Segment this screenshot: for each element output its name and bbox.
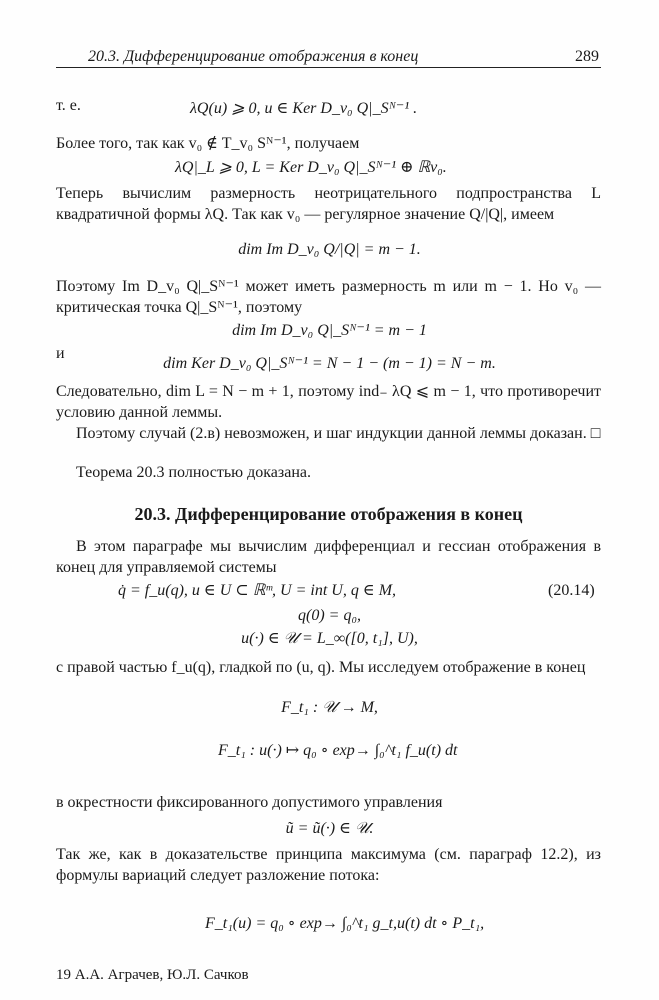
- paragraph-tak: Так же, как в доказательстве принципа максимума (см. параграф 12.2), из формулы вариаций следует разложение потока:: [56, 846, 601, 884]
- footer-signature: 19 А.А. Аграчев, Ю.Л. Сачков: [56, 967, 249, 983]
- header-rule: [56, 67, 601, 68]
- formula-3: dim Im D_v₀ Q/|Q| = m − 1.: [238, 241, 421, 258]
- equation-number: (20.14): [548, 582, 595, 599]
- paragraph-teper: Теперь вычислим размерность неотрицательного подпространства L квадратичной формы λQ. Так как v₀ — регулярное значение Q/|Q|, имеем: [56, 185, 601, 223]
- paragraph-okr: в окрестности фиксированного допустимого управления: [56, 794, 443, 811]
- paragraph-right: с правой частью f_u(q), гладкой по (u, q). Мы исследуем отображение в конец: [56, 659, 586, 676]
- paragraph-bolee: Более того, так как v₀ ∉ T_v₀ Sᴺ⁻¹, получаем: [56, 135, 360, 152]
- formula-flow: F_t₁(u) = q₀ ∘ exp→ ∫₀^t₁ g_t,u(t) dt ∘ P_t₁,: [205, 915, 485, 932]
- formula-control: ũ = ũ(·) ∈ 𝒰.: [285, 820, 374, 837]
- formula-sys1: q̇ = f_u(q), u ∈ U ⊂ ℝᵐ, U = int U, q ∈ M,: [118, 582, 397, 599]
- formula-map2: F_t₁ : u(·) ↦ q₀ ∘ exp→ ∫₀^t₁ f_u(t) dt: [218, 742, 458, 759]
- paragraph-intro: В этом параграфе мы вычислим дифференциал и гессиан отображения в конец для управляемой системы: [56, 538, 601, 576]
- running-header: 20.3. Дифференцирование отображения в конец: [88, 48, 419, 65]
- formula-5: dim Ker D_v₀ Q|_Sᴺ⁻¹ = N − 1 − (m − 1) = N − m.: [163, 355, 496, 372]
- paragraph-sluchay: Поэтому случай (2.в) невозможен, и шаг индукции данной леммы доказан. □: [76, 425, 601, 442]
- section-title: 20.3. Дифференцирование отображения в конец: [134, 504, 523, 524]
- formula-map1: F_t₁ : 𝒰 → M,: [281, 699, 378, 716]
- page-number: 289: [575, 48, 599, 65]
- conjunction-i: и: [56, 345, 65, 362]
- paragraph-sled: Следовательно, dim L = N − m + 1, поэтому ind₋ λQ ⩽ m − 1, что противоречит условию данной леммы.: [56, 383, 601, 421]
- formula-sys3: u(·) ∈ 𝒰 = L_∞([0, t₁], U),: [241, 630, 418, 647]
- formula-4: dim Im D_v₀ Q|_Sᴺ⁻¹ = m − 1: [232, 322, 427, 339]
- formula-2: λQ|_L ⩾ 0, L = Ker D_v₀ Q|_Sᴺ⁻¹ ⊕ ℝv₀.: [175, 159, 447, 176]
- paragraph-poetomu: Поэтому Im D_v₀ Q|_Sᴺ⁻¹ может иметь размерность m или m − 1. Но v₀ — критическая точка Q|_Sᴺ⁻¹, поэтому: [56, 278, 601, 316]
- formula-sys2: q(0) = q₀,: [297, 607, 361, 624]
- te-label: т. е.: [56, 97, 81, 114]
- formula-1: λQ(u) ⩾ 0, u ∈ Ker D_v₀ Q|_Sᴺ⁻¹ .: [190, 100, 418, 117]
- paragraph-teorema: Теорема 20.3 полностью доказана.: [76, 464, 311, 481]
